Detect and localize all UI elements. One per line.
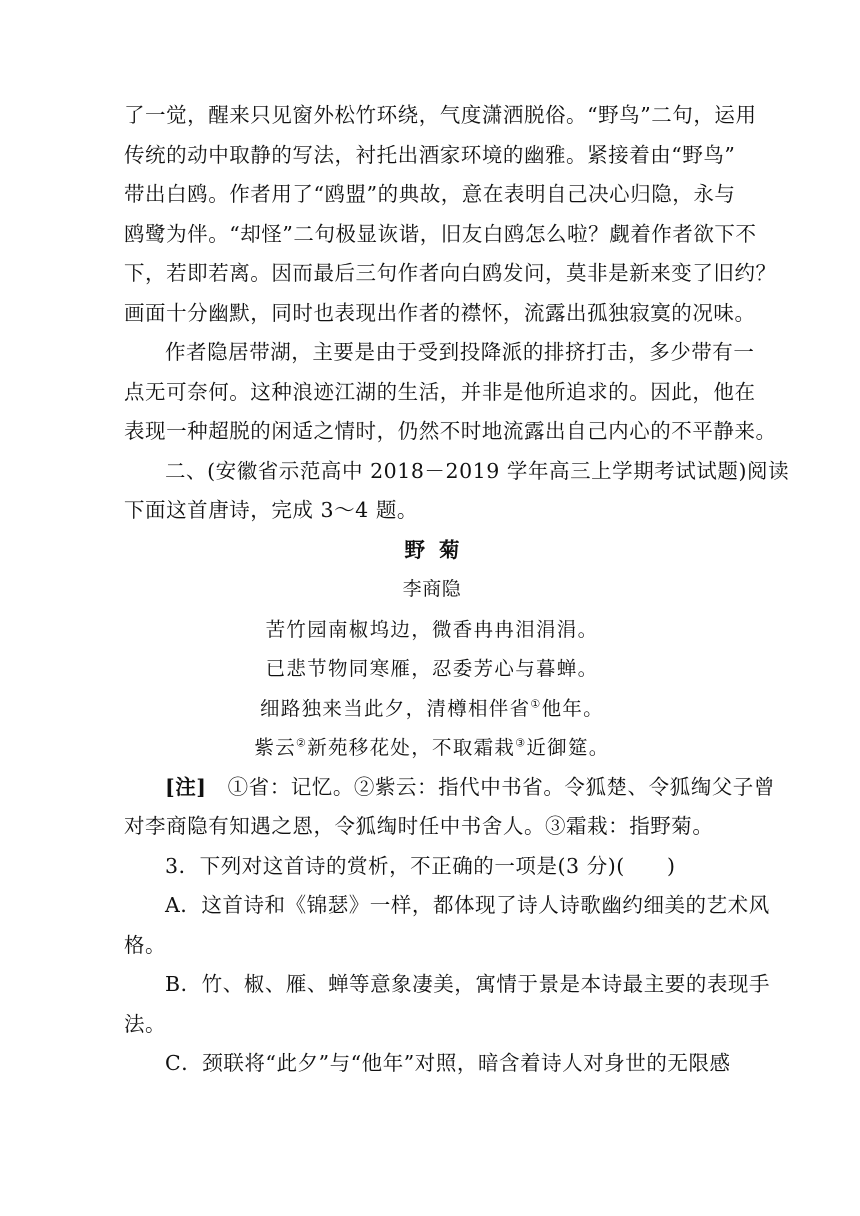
text-line: 下，若即若离。因而最后三句作者向白鸥发问，莫非是新来变了旧约？: [124, 261, 777, 285]
option-b: B．竹、椒、雁、蝉等意象凄美，寓情于景是本诗最主要的表现手: [165, 972, 771, 996]
poem-notes: [124, 768, 775, 847]
poem-title: 野菊: [404, 537, 474, 562]
footnote-marker: ②: [296, 736, 308, 750]
section-line: 下面这首唐诗，完成 3～4 题。: [124, 498, 418, 522]
note-text: ①省：记忆。②紫云：指代中书省。令狐楚、令狐绹父子曾: [206, 774, 775, 799]
footnote-marker: ①: [530, 697, 542, 710]
poem-text: 紫云: [254, 736, 297, 759]
text-line: 点无可奈何。这种浪迹江湖的生活，并非是他所追求的。因此，他在: [124, 379, 756, 404]
footnote-marker: ③: [515, 736, 527, 750]
section-line: 二、(安徽省示范高中 2018－2019 学年高三上学期考试试题)阅读: [165, 458, 790, 483]
poem-line: [124, 728, 740, 768]
option-a: A．这首诗和《锦瑟》一样，都体现了诗人诗歌幽约细美的艺术风: [165, 893, 770, 917]
poem-line: 已悲节物同寒雁，忍委芳心与暮蝉。: [265, 657, 599, 680]
poem-text: 近御筵。: [526, 736, 610, 759]
poem-text: 新苑移花处，不取霜栽: [307, 736, 516, 759]
text-line: 了一觉，醒来只见窗外松竹环绕，气度潇洒脱俗。“野鸟”二句，运用: [124, 103, 757, 127]
question-stem: 3．下列对这首诗的赏析，不正确的一项是(3 分)( ): [165, 853, 676, 878]
text-line: 作者隐居带湖，主要是由于受到投降派的排挤打击，多少带有一: [165, 340, 755, 364]
note-line: [124, 768, 775, 808]
option-c: C．颈联将“此夕”与“他年”对照，暗含着诗人对身世的无限感: [165, 1051, 731, 1075]
text-line: 画面十分幽默，同时也表现出作者的襟怀，流露出孤独寂寞的况味。: [124, 300, 756, 325]
poem-line: 苦竹园南椒坞边，微香冉冉泪涓涓。: [265, 617, 599, 641]
text-line: 鸥鹭为伴。“却怪”二句极显诙谐，旧友白鸥怎么啦？觑着作者欲下不: [124, 221, 757, 246]
note-tag: [注]: [165, 774, 207, 799]
text-line: 带出白鸥。作者用了“鸥盟”的典故，意在表明自己决心归隐，永与: [124, 182, 736, 206]
poem-line: [124, 689, 740, 729]
text-line: 传统的动中取静的写法，衬托出酒家环境的幽雅。紧接着由“野鸟”: [124, 142, 736, 167]
option-b-continued: 法。: [124, 1011, 167, 1036]
poem-author: 李商隐: [402, 578, 462, 600]
note-line: 对李商隐有知遇之恩，令狐绹时任中书舍人。③霜栽：指野菊。: [124, 814, 714, 838]
document-page: [124, 96, 790, 1084]
poem-text: 细路独来当此夕，清樽相伴省: [260, 696, 531, 720]
option-a-continued: 格。: [124, 932, 167, 957]
analysis-paragraph-2: [124, 333, 777, 452]
analysis-paragraph-1: [124, 96, 777, 333]
poem-text: 他年。: [541, 696, 604, 720]
section-heading: [124, 452, 790, 531]
poem: [124, 531, 740, 768]
question-3: [124, 847, 771, 1084]
text-line: 表现一种超脱的闲适之情时，仍然不时地流露出自己内心的不平静来。: [124, 419, 777, 443]
